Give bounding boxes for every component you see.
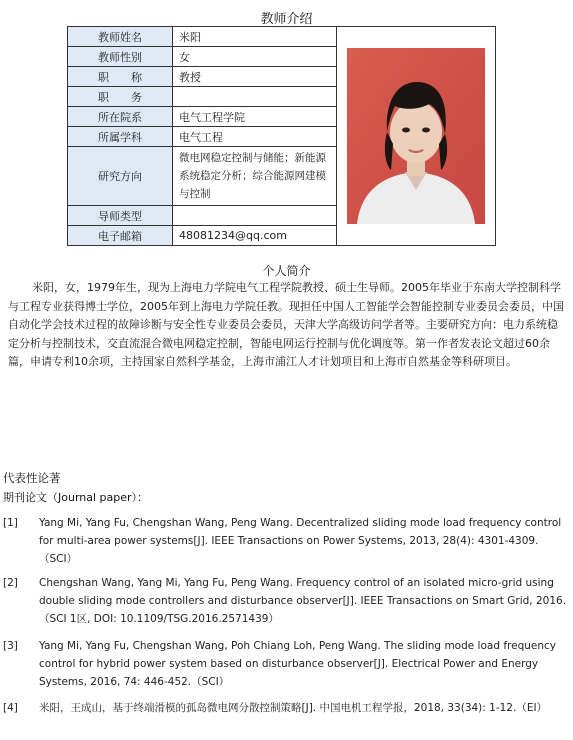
reference-item — [3, 637, 569, 691]
info-label: 所在院系 — [68, 107, 173, 127]
portrait-image — [347, 48, 485, 224]
reference-text: Chengshan Wang, Yang Mi, Yang Fu, Peng Wang. Frequency control of an isolated micro-grid using double sliding mode controllers and disturbance observer[J]. IEEE Transactions on Smart Grid, 2016.（SCI 1区, DOI: 10.1109/TSG.2016.2571439） — [39, 577, 567, 625]
info-label: 研究方向 — [68, 147, 173, 206]
reference-number: [3] — [3, 640, 18, 652]
portrait-photo — [347, 48, 485, 224]
reference-item — [3, 699, 569, 717]
reference-item — [3, 514, 569, 568]
reference-number: [4] — [3, 702, 18, 714]
info-value: 电气工程学院 — [173, 107, 337, 127]
research-direction-value: 微电网稳定控制与储能；新能源系统稳定分析；综合能源网建模与控制 — [173, 147, 337, 206]
info-label: 职 务 — [68, 87, 173, 107]
reference-number: [2] — [3, 577, 18, 589]
info-value: 米阳 — [173, 27, 337, 47]
bio-text: 米阳，女，1979年生，现为上海电力学院电气工程学院教授、硕士生导师。2005年毕业于东南大学控制科学与工程专业获得博士学位，2005年到上海电力学院任教。现担任中国人工智能学会智能控制专业委员会委员，中国自动化学会技术过程的故障诊断与安全性专业委员会委员，天津大学高级访问学者等。主要研究方向：电力系统稳定分析与控制技术，交直流混合微电网稳定控制，智能电网运行控制与优化调度等。第一作者发表论文超过60余篇，申请专利10余项，主持国家自然科学基金，上海市浦江人才计划项目和上海市自然基金等科研项目。 — [8, 281, 564, 368]
journal-papers-subheading: 期刊论文（Journal paper）： — [3, 491, 149, 504]
photo-cell — [337, 27, 496, 246]
publications-heading: 代表性论著 — [3, 471, 61, 485]
info-value: 电气工程 — [173, 127, 337, 147]
info-label: 职 称 — [68, 67, 173, 87]
info-value: 教授 — [173, 67, 337, 87]
info-label: 教师性别 — [68, 47, 173, 67]
teacher-info-table — [67, 26, 496, 246]
reference-number: [1] — [3, 517, 18, 529]
info-value — [173, 206, 337, 226]
info-label: 导师类型 — [68, 206, 173, 226]
bio-heading: 个人简介 — [262, 264, 311, 278]
email-link[interactable]: 48081234@qq.com — [173, 226, 337, 246]
reference-text: Yang Mi, Yang Fu, Chengshan Wang, Peng Wang. Decentralized sliding mode load frequency control for multi-area power systems[J]. IEEE Transactions on Power Systems, 2013, 28(4): 4301-4309.（SCI） — [39, 517, 562, 565]
info-label: 所属学科 — [68, 127, 173, 147]
info-label: 教师姓名 — [68, 27, 173, 47]
info-row — [68, 27, 496, 47]
info-value — [173, 87, 337, 107]
info-label: 电子邮箱 — [68, 226, 173, 246]
reference-text: Yang Mi, Yang Fu, Chengshan Wang, Poh Chiang Loh, Peng Wang. The sliding mode load frequency control for hybrid power system based on disturbance observer[J]. Electrical Power and Energy Systems, 2016, 74: 446-452.（SCI） — [39, 640, 556, 688]
info-value: 女 — [173, 47, 337, 67]
page-title: 教师介绍 — [260, 12, 313, 27]
reference-text: 米阳，王成山，基于终端滑模的孤岛微电网分散控制策略[J]. 中国电机工程学报，2018, 33(34): 1-12.（EI） — [39, 702, 548, 714]
reference-item — [3, 574, 569, 628]
